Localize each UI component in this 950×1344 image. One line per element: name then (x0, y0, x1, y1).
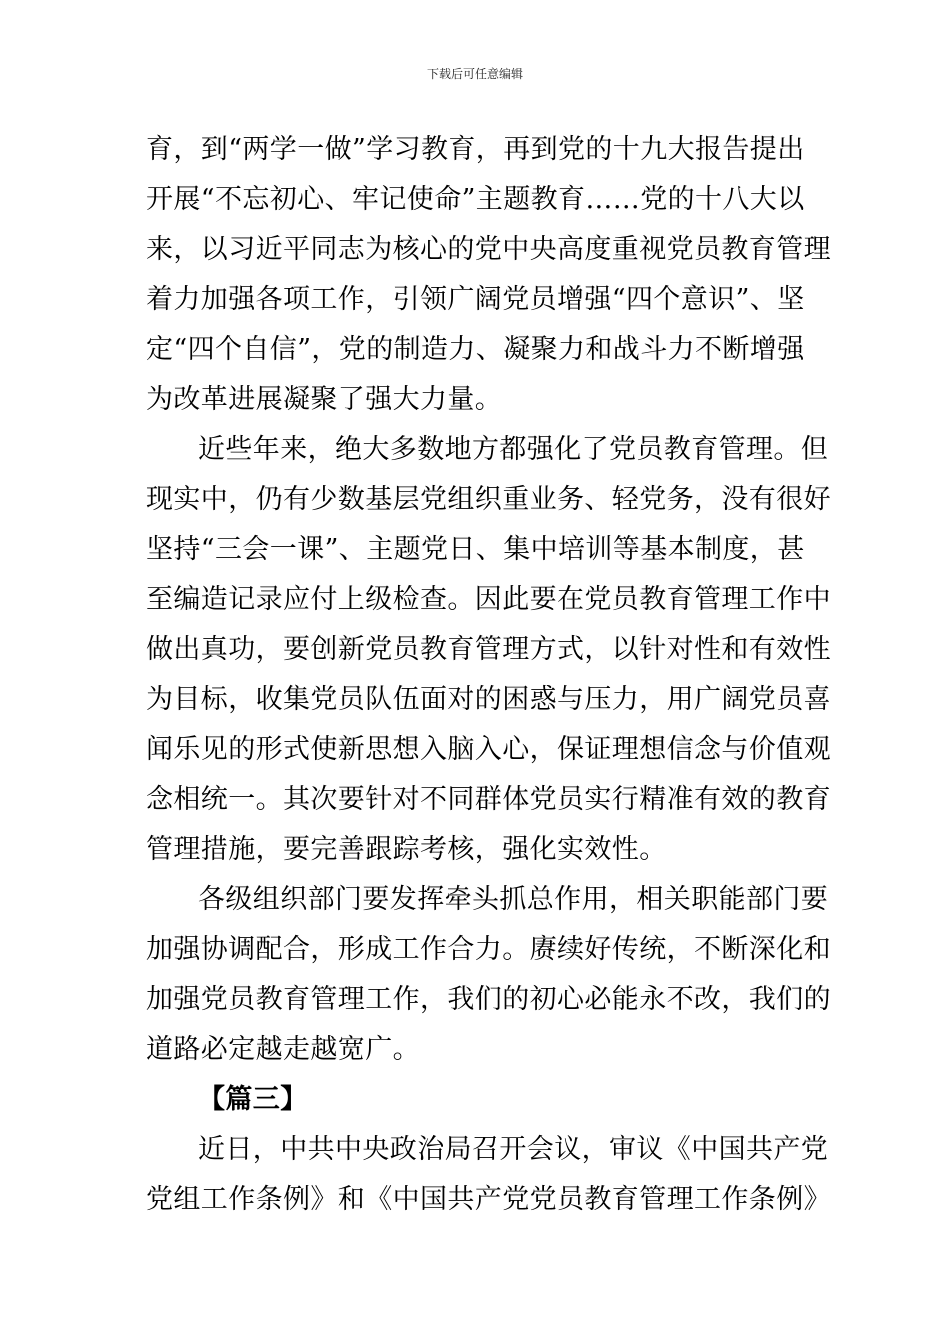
text-line: 管理措施，要完善跟踪考核，强化实效性。 (146, 834, 667, 865)
page-header-note: 下载后可任意编辑 (426, 67, 523, 81)
text-line: 着力加强各项工作，引领广阔党员增强“四个意识”、坚 (146, 284, 805, 315)
text-line: 念相统一。其次要针对不同群体党员实行精准有效的教育 (146, 784, 831, 815)
text-line: 党组工作条例》和《中国共产党党员教育管理工作条例》 (146, 1184, 831, 1215)
text-line: 加强协调配合，形成工作合力。赓续好传统，不断深化和 (146, 934, 831, 965)
text-line: 做出真功，要创新党员教育管理方式，以针对性和有效性 (146, 634, 831, 665)
paragraph-start-line: 近日，中共中央政治局召开会议，审议《中国共产党 (198, 1134, 829, 1165)
text-line: 育，到“两学一做”学习教育，再到党的十九大报告提出 (146, 134, 805, 165)
text-line: 闻乐见的形式使新思想入脑入心，保证理想信念与价值观 (146, 734, 831, 765)
text-line: 道路必定越走越宽广。 (146, 1034, 420, 1065)
text-line: 坚持“三会一课”、主题党日、集中培训等基本制度，甚 (146, 534, 805, 565)
text-line: 定“四个自信”，党的制造力、凝聚力和战斗力不断增强 (146, 334, 805, 365)
section-heading: 【篇三】 (198, 1084, 308, 1115)
paragraph-start-line: 近些年来，绝大多数地方都强化了党员教育管理。但 (198, 434, 829, 465)
paragraph-start-line: 各级组织部门要发挥牵头抓总作用，相关职能部门要 (198, 884, 829, 915)
text-line: 开展“不忘初心、牢记使命”主题教育……党的十八大以 (146, 184, 805, 215)
text-line: 现实中，仍有少数基层党组织重业务、轻党务，没有很好 (146, 484, 831, 515)
text-line: 为目标，收集党员队伍面对的困惑与压力，用广阔党员喜 (146, 684, 831, 715)
text-line: 来，以习近平同志为核心的党中央高度重视党员教育管理 (146, 234, 831, 265)
article-body (146, 125, 831, 1225)
text-line: 至编造记录应付上级检查。因此要在党员教育管理工作中 (146, 584, 831, 615)
text-line: 为改革进展凝聚了强大力量。 (146, 384, 503, 415)
text-line: 加强党员教育管理工作，我们的初心必能永不改，我们的 (146, 984, 831, 1015)
